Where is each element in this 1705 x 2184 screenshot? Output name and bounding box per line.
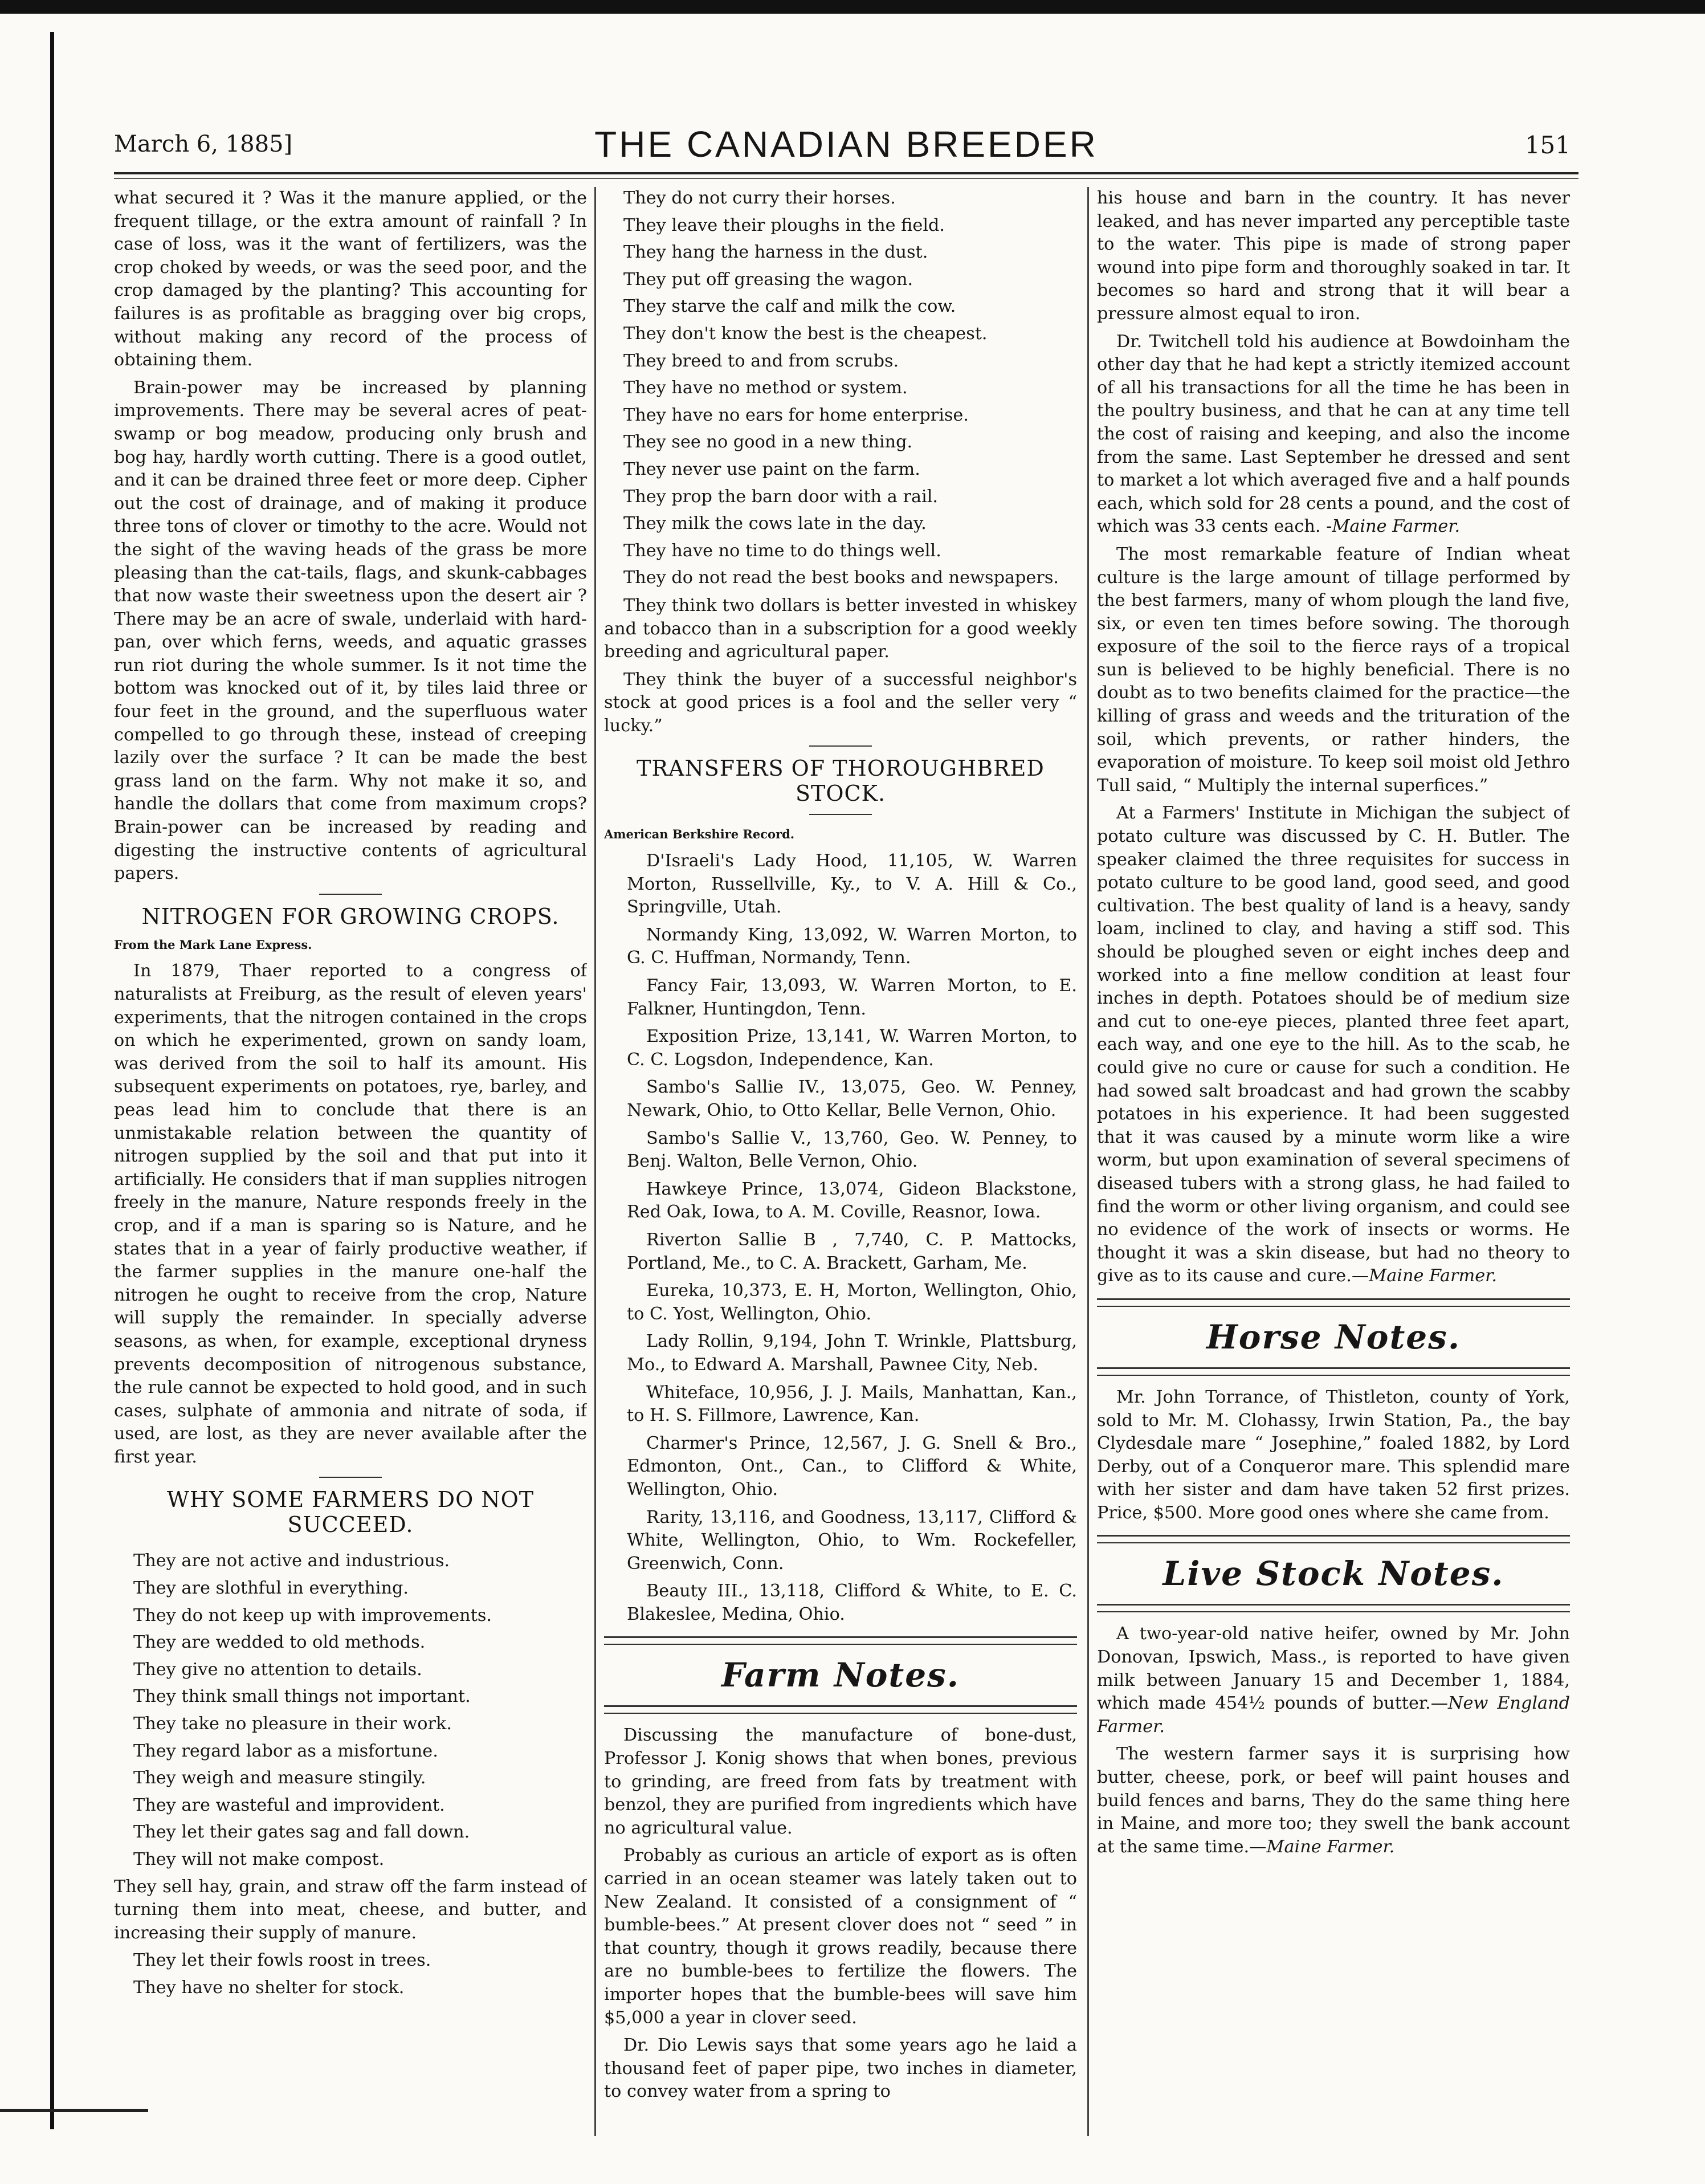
article-paragraph: They think the buyer of a successful neighbor's stock at good prices is a fool and the seller very “ lucky.” [604,669,1077,736]
list-item: They are not active and industrious. [133,1551,450,1571]
scan-top-border [0,0,1705,14]
page-header [114,123,1578,171]
transfer-entry: Charmer's Prince, 12,567, J. G. Snell & Bro., Edmonton, Ont., Can., to Clifford & White, Wellington, Ohio. [627,1433,1077,1500]
page-number: 151 [1524,131,1571,159]
header-rule-thin [114,178,1578,179]
list-item: They think small things not important. [133,1686,471,1707]
list-item: They do not keep up with improvements. [133,1605,492,1625]
article-paragraph: Dr. Dio Lewis says that some years ago he laid a thousand feet of paper pipe, two inches in diameter, to convey water from a spring to [604,2035,1077,2102]
list-item: They starve the calf and milk the cow. [623,296,956,317]
list-item: They put off greasing the wagon. [623,269,913,290]
list-item: They prop the barn door with a rail. [623,486,939,507]
list-item: They are slothful in everything. [133,1578,409,1599]
double-rule [1097,1535,1570,1543]
transfer-entry: D'Israeli's Lady Hood, 11,105, W. Warren Morton, Russellville, Ky., to V. A. Hill & Co., Springville, Utah. [627,851,1077,918]
scan-left-rule [50,32,54,2129]
transfer-entry: Whiteface, 10,956, J. J. Mails, Manhattan, Kan., to H. S. Fillmore, Lawrence, Kan. [627,1382,1077,1426]
headline-farm-notes: Farm Notes. [721,1656,960,1695]
column-3 [1097,187,1570,2136]
list-item: They leave their ploughs in the field. [623,215,945,235]
article-paragraph: his house and barn in the country. It has never leaked, and has never imparted any perceptible taste to the water. This pipe is made of strong paper wound into pipe form and thoroughly soaked in tar. It becomes so hard and strong that it will bear a pressure almost equal to iron. [1097,188,1570,324]
article-paragraph: what secured it ? Was it the manure applied, or the frequent tillage, or the extra amount of rainfall ? In case of loss, was it the want of fertilizers, was the crop choked by weeds, or was the seed poor, and the crop damaged by the planting? This accounting for failures is as profitable as bragging over big crops, without making any record of the process of obtaining them. [114,188,587,370]
article-paragraph: Probably as curious an article of export as is often carried in an ocean steamer was lately taken out to New Zealand. It consisted of a consignment of “ bumble-bees.” At present clover does not “ seed ” in that country, though it grows readily, because there are no bumble-bees to fertilize the flowers. The importer hopes that the bumble-bees will save him $5,000 a year in clover seed. [604,1845,1077,2028]
list-item: They have no time to do things well. [623,540,941,561]
list-item: They will not make compost. [133,1849,385,1869]
section-separator [319,1477,382,1478]
double-rule [1097,1298,1570,1307]
transfer-entry: Normandy King, 13,092, W. Warren Morton, to G. C. Huffman, Normandy, Tenn. [627,924,1077,968]
paragraph-text: The western farmer says it is surprising how butter, cheese, pork, or beef will paint houses and build fences and barns, They do the same thing here in Maine, and more too; they swell the bank account at the same time.— [1097,1744,1570,1857]
section-separator [809,814,872,815]
headline-transfers: TRANSFERS OF THOROUGHBRED STOCK. [637,756,1045,806]
list-item: They see no good in a new thing. [623,432,913,453]
list-item: They hang the harness in the dust. [623,242,928,263]
source-credit: Maine Farmer. [1266,1836,1395,1857]
transfer-entry: Lady Rollin, 9,194, John T. Wrinkle, Plattsburg, Mo., to Edward A. Marshall, Pawnee City, Neb. [627,1331,1077,1375]
list-item: They have no ears for home enterprise. [623,405,969,425]
article-paragraph: Brain-power may be increased by planning improvements. There may be several acres of peat-swamp or bog meadow, producing only brush and bog hay, hardly worth cutting. There is a good outlet, and it can be drained three feet or more deep. Cipher out the cost of drainage, and of making it produce three tons of clover or timothy to the acre. Would not the sight of the waving heads of the grass be more pleasing than the cat-tails, flags, and skunk-cabbages that now waste their sweetness upon the desert air ? There may be an acre of swale, underlaid with hard-pan, over which ferns, weeds, and aquatic grasses run riot during the whole summer. Is it not time the bottom was knocked out of it, by tiles laid three or four feet in the ground, and the superfluous water compelled to go through these, instead of creeping lazily over the surface ? It can be made the best grass land on the farm. Why not make it so, and handle the dollars that come from maximum crops? Brain-power can be increased by reading and digesting the instructive contents of agricultural papers. [114,377,587,884]
headline-horse-notes: Horse Notes. [1206,1317,1461,1356]
paragraph-text: At a Farmers' Institute in Michigan the subject of potato culture was discussed by C. H. Butler. The speaker claimed the three requisites for success in potato culture to be good land, good seed, and good cultivation. The best quality of land is a heavy, sandy loam, inclined to clay, and having a stiff sod. This should be ploughed seven or eight inches deep and worked into a fine mellow condition at least four inches in depth. Potatoes should be of medium size and cut to one-eye pieces, planted three feet apart, each way, and one eye to the hill. As to the scab, he could give no cure or cause for such a condition. He had sowed salt broadcast and had grown the scabby potatoes in his experience. It had been suggested that it was caused by a minute worm like a wire worm, but upon examination of several specimens of diseased tubers with a strong glass, he had failed to find the worm or other living organism, and could see no evidence of the work of insects or worms. He thought it was a skin disease, but had no theory to give as to its cause and cure.— [1097,803,1570,1286]
source-credit: New England Farmer. [1097,1693,1570,1737]
double-rule [1097,1367,1570,1376]
article-paragraph [1097,802,1570,1287]
list-item: They take no pleasure in their work. [133,1714,452,1734]
article-paragraph: In 1879, Thaer reported to a congress of naturalists at Freiburg, as the result of eleven years' experiments, that the nitrogen contained in the crops on which he experimented, grown on sandy loam, was derived from the soil to half its amount. His subsequent experiments on potatoes, rye, barley, and peas lead him to conclude that there is an unmistakable relation between the quantity of nitrogen supplied by the soil and that put into it artificially. He considers that if man supplies nitrogen freely in the manure, Nature responds freely in the crop, and if a man is sparing so is Nature, and he states that in a year of fairly productive weather, if the farmer supplies in the manure one-half the nitrogen he ought to receive from the crop, Nature will supply the remainder. In specially adverse seasons, as when, for example, exceptional dryness prevents decomposition of nitrogenous substance, the rule cannot be expected to hold good, and in such cases, sulphate of ammonia and nitrate of soda, if used, are lost, as they are never available after the first year. [114,961,587,1467]
article-paragraph [1097,1743,1570,1859]
headline-why-farmers: WHY SOME FARMERS DO NOT SUCCEED. [166,1487,535,1538]
transfer-entry: Sambo's Sallie V., 13,760, Geo. W. Penney, to Benj. Walton, Belle Vernon, Ohio. [627,1128,1077,1172]
article-paragraph: Mr. John Torrance, of Thistleton, county of York, sold to Mr. M. Clohassy, Irwin Station, Pa., the bay Clydesdale mare “ Josephine,” foaled 1882, by Lord Derby, out of a Conqueror mare. This splendid mare with her sister and dam have taken 52 first prizes. Price, $500. More good ones where she came from. [1097,1387,1570,1523]
transfer-entry: Fancy Fair, 13,093, W. Warren Morton, to E. Falkner, Huntingdon, Tenn. [627,976,1077,1019]
list-item: They do not curry their horses. [623,188,896,208]
list-item: They milk the cows late in the day. [623,514,927,534]
column-1 [114,187,587,2136]
transfer-entry: Riverton Sallie B , 7,740, C. P. Mattocks, Portland, Me., to C. A. Brackett, Garham, Me. [627,1229,1077,1273]
double-rule [604,1636,1077,1645]
section-separator [319,894,382,895]
list-item: They give no attention to details. [133,1659,422,1680]
transfer-entry: Eureka, 10,373, E. H, Morton, Wellington, Ohio, to C. Yost, Wellington, Ohio. [627,1281,1077,1324]
article-paragraph: The most remarkable feature of Indian wheat culture is the large amount of tillage performed by the best farmers, many of whom plough the land five, six, or even ten times before sowing. The thorough exposure of the soil to the fierce rays of a tropical sun is believed to be highly beneficial. There is no doubt as to two benefits claimed for the practice—the killing of grass and weeds and the trituration of the soil, which prevents, or rather hinders, the evaporation of moisture. To keep soil moist old Jethro Tull said, “ Multiply the internal superfices.” [1097,544,1570,796]
article-paragraph: They think two dollars is better invested in whiskey and tobacco than in a subscription for a good weekly breeding and agricultural paper. [604,595,1077,662]
column-2 [604,187,1077,2136]
header-rule [114,172,1578,174]
list-item: They are wedded to old methods. [133,1632,426,1653]
list-item: They sell hay, grain, and straw off the farm instead of turning them into meat, cheese, and butter, and increasing their supply of manure. [114,1876,587,1943]
double-rule [1097,1604,1570,1612]
transfer-entry: Exposition Prize, 13,141, W. Warren Morton, to C. C. Logsdon, Independence, Kan. [627,1026,1077,1070]
list-item: They never use paint on the farm. [623,459,920,479]
list-item: They have no method or system. [623,378,908,398]
headline-live-stock-notes: Live Stock Notes. [1162,1554,1504,1594]
list-item: They weigh and measure stingily. [133,1768,426,1788]
list-item: They are wasteful and improvident. [133,1795,445,1815]
list-item: They let their fowls roost in trees. [133,1950,431,1971]
paragraph-text: Dr. Twitchell told his audience at Bowdoinham the other day that he had kept a strictly itemized account of all his transactions for all the time he has been in the poultry business, and that he can at any time tell the cost of raising and keeping, and also the income from the same. Last September he dressed and sent to market a lot which averaged five and a half pounds each, which sold for 28 cents a pound, and the cost of which was 33 cents each. - [1097,331,1570,537]
list-item: They regard labor as a misfortune. [133,1741,438,1761]
list-item: They do not read the best books and newspapers. [623,568,1059,588]
column-rule [1087,187,1089,2136]
transfer-entry: Hawkeye Prince, 13,074, Gideon Blackstone, Red Oak, Iowa, to A. M. Coville, Reasnor, Iowa. [627,1179,1077,1223]
list-item: They breed to and from scrubs. [623,351,899,371]
source-credit: Maine Farmer. [1332,516,1461,537]
article-paragraph [1097,1623,1570,1738]
section-separator [809,745,872,747]
masthead-title: THE CANADIAN BREEDER [594,124,1098,165]
paragraph-text: A two-year-old native heifer, owned by Mr. John Donovan, Ipswich, Mass., is reported to have given milk between January 15 and December 1, 1884, which made 454½ pounds of butter.— [1097,1624,1570,1714]
source-credit: American Berkshire Record. [604,827,795,842]
transfer-entry: Beauty III., 13,118, Clifford & White, to E. C. Blakeslee, Medina, Ohio. [627,1581,1077,1624]
headline-nitrogen: NITROGEN FOR GROWING CROPS. [141,903,560,929]
header-date: March 6, 1885] [114,131,293,157]
list-item: They don't know the best is the cheapest. [623,323,988,344]
double-rule [604,1705,1077,1714]
list-item: They let their gates sag and fall down. [133,1822,470,1843]
list-item: They have no shelter for stock. [133,1977,405,1998]
article-paragraph: Discussing the manufacture of bone-dust, Professor J. Konig shows that when bones, previous to grinding, are freed from fats by treatment with benzol, they are purified from ingredients which have no agricultural value. [604,1725,1077,1838]
column-rule [594,187,596,2136]
source-credit: Maine Farmer. [1369,1266,1497,1286]
article-paragraph [1097,331,1570,539]
newspaper-page [114,123,1578,2152]
transfer-entry: Sambo's Sallie IV., 13,075, Geo. W. Penney, Newark, Ohio, to Otto Kellar, Belle Vernon, Ohio. [627,1077,1077,1120]
transfer-entry: Rarity, 13,116, and Goodness, 13,117, Clifford & White, Wellington, Ohio, to Wm. Rockefeller, Greenwich, Conn. [627,1507,1077,1574]
source-credit: From the Mark Lane Express. [114,937,312,952]
